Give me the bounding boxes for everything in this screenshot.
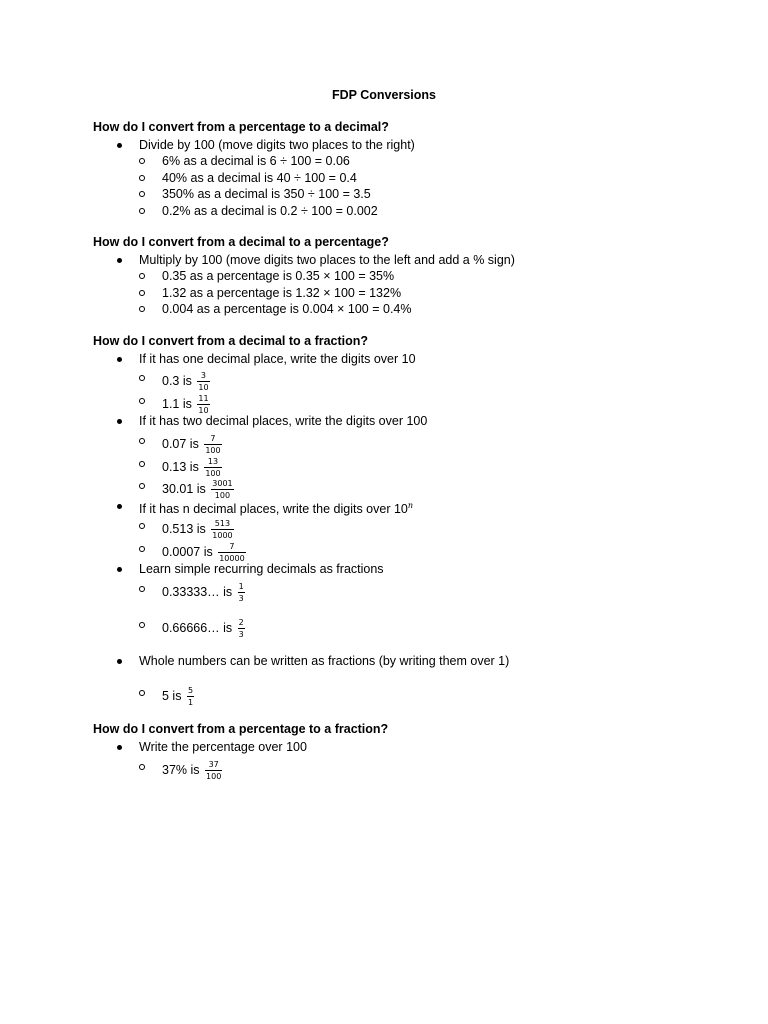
example-text: 0.513 is bbox=[162, 521, 206, 536]
section-heading: How do I convert from a decimal to a fraction? bbox=[93, 334, 369, 348]
sub-bullet-item bbox=[162, 394, 210, 415]
numerator: 2 bbox=[238, 618, 244, 627]
denominator: 3 bbox=[238, 630, 244, 639]
denominator: 100 bbox=[214, 491, 231, 500]
sub-bullet-item: 0.35 as a percentage is 0.35 × 100 = 35% bbox=[162, 269, 395, 283]
section-heading: How do I convert from a percentage to a decimal? bbox=[93, 120, 389, 134]
fraction bbox=[187, 686, 194, 707]
numerator: 37 bbox=[205, 760, 222, 771]
denominator: 100 bbox=[205, 446, 221, 455]
numerator: 7 bbox=[218, 542, 245, 553]
sub-bullet-item: 0.2% as a decimal is 0.2 ÷ 100 = 0.002 bbox=[162, 204, 378, 218]
sub-bullet-item bbox=[162, 519, 234, 540]
fraction bbox=[205, 760, 222, 781]
rule-text: If it has n decimal places, write the digits over 10 bbox=[139, 502, 408, 517]
bullet-item: Divide by 100 (move digits two places to the right) bbox=[139, 138, 415, 152]
bullet-item: If it has two decimal places, write the digits over 100 bbox=[139, 414, 428, 428]
numerator: 3001 bbox=[212, 479, 233, 488]
denominator: 3 bbox=[238, 594, 244, 603]
bullet-item: If it has one decimal place, write the digits over 10 bbox=[139, 352, 416, 366]
sub-bullet-item: 6% as a decimal is 6 ÷ 100 = 0.06 bbox=[162, 154, 350, 168]
example-text: 0.33333… is bbox=[162, 584, 233, 599]
fraction bbox=[204, 434, 221, 455]
fraction bbox=[211, 519, 233, 540]
fraction bbox=[211, 479, 233, 500]
bullet-item: Whole numbers can be written as fractions (by writing them over 1) bbox=[139, 654, 510, 668]
page-title: FDP Conversions bbox=[332, 88, 436, 102]
numerator: 3 bbox=[197, 371, 209, 382]
numerator: 513 bbox=[211, 519, 233, 530]
numerator: 5 bbox=[187, 686, 194, 695]
sub-bullet-item bbox=[162, 542, 246, 563]
denominator: 10 bbox=[198, 383, 209, 392]
fraction bbox=[218, 542, 245, 563]
sub-bullet-item: 1.32 as a percentage is 1.32 × 100 = 132% bbox=[162, 286, 402, 300]
example-text: 0.66666… is bbox=[162, 620, 233, 635]
example-text: 37% is bbox=[162, 762, 200, 777]
fraction bbox=[197, 394, 209, 415]
section-heading: How do I convert from a decimal to a percentage? bbox=[93, 235, 389, 249]
sub-bullet-item: 40% as a decimal is 40 ÷ 100 = 0.4 bbox=[162, 171, 357, 185]
denominator: 10000 bbox=[219, 554, 245, 563]
fraction bbox=[238, 582, 245, 603]
denominator: 1 bbox=[187, 698, 194, 707]
sub-bullet-item: 350% as a decimal is 350 ÷ 100 = 3.5 bbox=[162, 187, 371, 201]
bullet-item: Learn simple recurring decimals as fractions bbox=[139, 562, 384, 576]
bullet-item: Multiply by 100 (move digits two places to the left and add a % sign) bbox=[139, 253, 515, 267]
fraction bbox=[204, 457, 221, 478]
sub-bullet-item bbox=[162, 686, 194, 707]
sub-bullet-item bbox=[162, 760, 222, 781]
example-text: 0.0007 is bbox=[162, 544, 213, 559]
section-heading: How do I convert from a percentage to a fraction? bbox=[93, 722, 389, 736]
sub-bullet-item bbox=[162, 618, 245, 639]
bullet-item bbox=[139, 499, 413, 516]
example-text: 0.13 is bbox=[162, 459, 199, 474]
denominator: 1000 bbox=[212, 531, 233, 540]
example-text: 0.3 is bbox=[162, 373, 192, 388]
sub-bullet-item bbox=[162, 582, 245, 603]
numerator: 7 bbox=[204, 434, 221, 445]
bullet-item: Write the percentage over 100 bbox=[139, 740, 307, 754]
denominator: 10 bbox=[198, 406, 209, 415]
example-text: 1.1 is bbox=[162, 396, 192, 411]
numerator: 13 bbox=[204, 457, 221, 468]
example-text: 5 is bbox=[162, 688, 182, 703]
sub-bullet-item bbox=[162, 479, 234, 500]
example-text: 30.01 is bbox=[162, 481, 206, 496]
numerator: 11 bbox=[198, 394, 209, 403]
sub-bullet-item bbox=[162, 434, 222, 455]
fraction bbox=[197, 371, 209, 392]
example-text: 0.07 is bbox=[162, 436, 199, 451]
denominator: 100 bbox=[206, 772, 222, 781]
denominator: 100 bbox=[205, 469, 221, 478]
sub-bullet-item: 0.004 as a percentage is 0.004 × 100 = 0.4% bbox=[162, 302, 412, 316]
fraction bbox=[238, 618, 245, 639]
sub-bullet-item bbox=[162, 371, 210, 392]
numerator: 1 bbox=[238, 582, 244, 591]
sub-bullet-item bbox=[162, 457, 222, 478]
exponent: n bbox=[407, 501, 414, 510]
